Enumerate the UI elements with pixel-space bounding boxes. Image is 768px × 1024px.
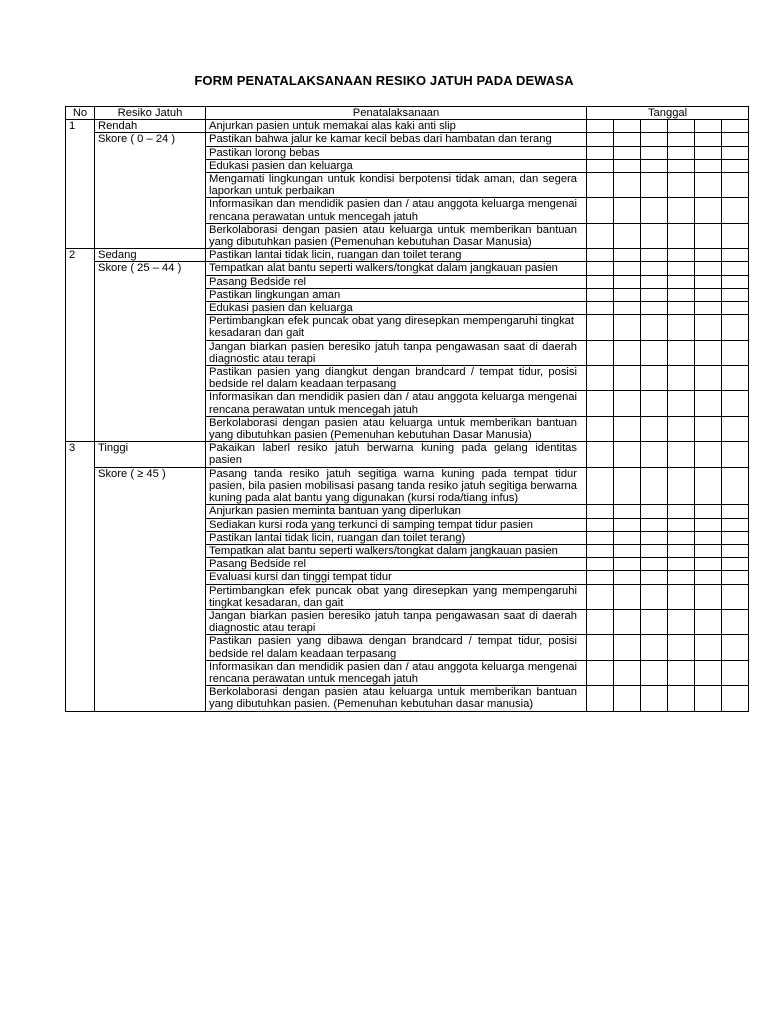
risk-level: Tinggi <box>95 442 206 467</box>
header-no: No <box>66 107 95 120</box>
date-checkbox-cell[interactable] <box>668 391 695 416</box>
row-number: 1 <box>66 120 95 249</box>
date-checkbox-cell[interactable] <box>722 558 749 571</box>
action-item <box>206 288 587 301</box>
date-checkbox-cell[interactable] <box>695 584 722 609</box>
date-checkbox-cell[interactable] <box>668 249 695 262</box>
date-checkbox-cell[interactable] <box>587 315 614 340</box>
action-text: Informasikan dan mendidik pasien dan / atau anggota keluarga mengenai rencana perawatan untuk mencegah jatuh <box>209 198 577 223</box>
action-text: Jangan biarkan pasien beresiko jatuh tanpa pengawasan saat di daerah diagnostic atau terapi <box>209 340 577 365</box>
page-title: FORM PENATALAKSANAAN RESIKO JATUH PADA DEWASA <box>194 73 574 88</box>
date-checkbox-cell[interactable] <box>722 223 749 248</box>
action-text: Pastikan pasien yang diangkut dengan brandcard / tempat tidur, posisi bedside rel dalam keadaan terpasang <box>209 366 577 391</box>
date-checkbox-cell[interactable] <box>641 146 668 159</box>
date-checkbox-cell[interactable] <box>641 159 668 172</box>
date-checkbox-cell[interactable] <box>722 249 749 262</box>
row-number: 3 <box>66 442 95 711</box>
header-date: Tanggal <box>587 107 749 120</box>
date-checkbox-cell[interactable] <box>695 366 722 391</box>
date-checkbox-cell[interactable] <box>614 467 641 505</box>
action-text: Pasang Bedside rel <box>209 275 307 288</box>
date-checkbox-cell[interactable] <box>641 173 668 198</box>
action-text: Pastikan pasien yang dibawa dengan brandcard / tempat tidur, posisi bedside rel dalam keadaan terpasang <box>209 635 577 660</box>
date-checkbox-cell[interactable] <box>641 340 668 365</box>
date-checkbox-cell[interactable] <box>587 416 614 441</box>
date-checkbox-cell[interactable] <box>614 660 641 685</box>
action-item <box>206 609 587 634</box>
action-item <box>206 198 587 223</box>
date-checkbox-cell[interactable] <box>722 467 749 505</box>
date-checkbox-cell[interactable] <box>614 571 641 584</box>
action-text: Pastikan lorong bebas <box>209 146 320 159</box>
action-item <box>206 467 587 505</box>
date-checkbox-cell[interactable] <box>587 340 614 365</box>
date-checkbox-cell[interactable] <box>641 442 668 467</box>
date-checkbox-cell[interactable] <box>614 391 641 416</box>
date-checkbox-cell[interactable] <box>722 120 749 133</box>
date-checkbox-cell[interactable] <box>722 391 749 416</box>
date-checkbox-cell[interactable] <box>668 505 695 518</box>
date-checkbox-cell[interactable] <box>668 366 695 391</box>
action-item <box>206 340 587 365</box>
date-checkbox-cell[interactable] <box>722 198 749 223</box>
action-text: Tempatkan alat bantu seperti walkers/tongkat dalam jangkauan pasien <box>209 544 558 557</box>
action-text: Pertimbangkan efek puncak obat yang diresepkan yang mempengaruhi tingkat kesadaran, dan gait <box>209 584 577 609</box>
date-checkbox-cell[interactable] <box>641 120 668 133</box>
date-checkbox-cell[interactable] <box>641 571 668 584</box>
date-checkbox-cell[interactable] <box>614 146 641 159</box>
date-checkbox-cell[interactable] <box>587 133 614 146</box>
action-item <box>206 391 587 416</box>
date-checkbox-cell[interactable] <box>722 442 749 467</box>
date-checkbox-cell[interactable] <box>641 223 668 248</box>
date-checkbox-cell[interactable] <box>668 288 695 301</box>
date-checkbox-cell[interactable] <box>614 302 641 315</box>
date-checkbox-cell[interactable] <box>587 146 614 159</box>
action-item <box>206 146 587 159</box>
action-text: Berkolaborasi dengan pasien atau keluarga untuk memberikan bantuan yang dibutuhkan pasien. (Pemenuhan kebutuhan dasar manusia) <box>209 686 577 711</box>
action-item <box>206 442 587 467</box>
date-checkbox-cell[interactable] <box>695 635 722 660</box>
date-checkbox-cell[interactable] <box>722 159 749 172</box>
risk-score: Skore ( ≥ 45 ) <box>95 467 206 711</box>
date-checkbox-cell[interactable] <box>668 315 695 340</box>
date-checkbox-cell[interactable] <box>587 571 614 584</box>
action-text: Informasikan dan mendidik pasien dan / atau anggota keluarga mengenai rencana perawatan untuk mencegah jatuh <box>209 660 577 685</box>
date-checkbox-cell[interactable] <box>587 173 614 198</box>
action-item <box>206 262 587 275</box>
action-item <box>206 173 587 198</box>
date-checkbox-cell[interactable] <box>641 660 668 685</box>
date-checkbox-cell[interactable] <box>641 609 668 634</box>
date-checkbox-cell[interactable] <box>668 635 695 660</box>
action-text: Pakaikan laberl resiko jatuh berwarna kuning pada gelang identitas pasien <box>209 442 577 467</box>
action-item <box>206 315 587 340</box>
date-checkbox-cell[interactable] <box>668 120 695 133</box>
action-item <box>206 544 587 557</box>
action-item <box>206 660 587 685</box>
date-checkbox-cell[interactable] <box>668 159 695 172</box>
date-checkbox-cell[interactable] <box>722 366 749 391</box>
action-item <box>206 518 587 531</box>
action-text: Pasang tanda resiko jatuh segitiga warna kuning pada tempat tidur pasien, bila pasien mobilisasi pasang tanda resiko jatuh segitiga berwarna kuning pada alat bantu yang digunakan (kursi roda/tiang infus) <box>209 467 577 505</box>
date-checkbox-cell[interactable] <box>641 366 668 391</box>
action-item <box>206 159 587 172</box>
action-text: Berkolaborasi dengan pasien atau keluarga untuk memberikan bantuan yang dibutuhkan pasien (Pemenuhan kebutuhan Dasar Manusia) <box>209 416 577 442</box>
action-item <box>206 120 587 133</box>
date-checkbox-cell[interactable] <box>722 660 749 685</box>
date-checkbox-cell[interactable] <box>668 198 695 223</box>
date-checkbox-cell[interactable] <box>668 686 695 711</box>
date-checkbox-cell[interactable] <box>695 571 722 584</box>
date-checkbox-cell[interactable] <box>668 609 695 634</box>
date-checkbox-cell[interactable] <box>668 146 695 159</box>
date-checkbox-cell[interactable] <box>614 275 641 288</box>
date-checkbox-cell[interactable] <box>614 635 641 660</box>
date-checkbox-cell[interactable] <box>614 609 641 634</box>
date-checkbox-cell[interactable] <box>722 584 749 609</box>
date-checkbox-cell[interactable] <box>695 198 722 223</box>
date-checkbox-cell[interactable] <box>722 609 749 634</box>
date-checkbox-cell[interactable] <box>587 366 614 391</box>
date-checkbox-cell[interactable] <box>722 518 749 531</box>
date-checkbox-cell[interactable] <box>587 302 614 315</box>
date-checkbox-cell[interactable] <box>614 133 641 146</box>
date-checkbox-cell[interactable] <box>695 133 722 146</box>
action-text: Evaluasi kursi dan tinggi tempat tidur <box>209 571 392 584</box>
date-checkbox-cell[interactable] <box>641 635 668 660</box>
date-checkbox-cell[interactable] <box>668 133 695 146</box>
date-checkbox-cell[interactable] <box>668 275 695 288</box>
date-checkbox-cell[interactable] <box>695 340 722 365</box>
date-checkbox-cell[interactable] <box>587 518 614 531</box>
date-checkbox-cell[interactable] <box>722 315 749 340</box>
action-item <box>206 635 587 660</box>
action-item <box>206 531 587 544</box>
header-row <box>66 107 749 120</box>
date-checkbox-cell[interactable] <box>641 275 668 288</box>
date-checkbox-cell[interactable] <box>722 173 749 198</box>
date-checkbox-cell[interactable] <box>668 518 695 531</box>
date-checkbox-cell[interactable] <box>695 544 722 557</box>
action-text: Pastikan lantai tidak licin, ruangan dan toilet terang) <box>209 531 466 544</box>
action-item <box>206 558 587 571</box>
date-checkbox-cell[interactable] <box>668 416 695 441</box>
date-checkbox-cell[interactable] <box>668 223 695 248</box>
fall-risk-table <box>65 106 749 712</box>
date-checkbox-cell[interactable] <box>641 262 668 275</box>
date-checkbox-cell[interactable] <box>641 544 668 557</box>
date-checkbox-cell[interactable] <box>641 288 668 301</box>
action-text: Pertimbangkan efek puncak obat yang diresepkan mempengaruhi tingkat kesadaran dan gait <box>209 315 574 340</box>
date-checkbox-cell[interactable] <box>668 173 695 198</box>
date-checkbox-cell[interactable] <box>668 302 695 315</box>
date-checkbox-cell[interactable] <box>614 198 641 223</box>
date-checkbox-cell[interactable] <box>695 249 722 262</box>
date-checkbox-cell[interactable] <box>614 173 641 198</box>
date-checkbox-cell[interactable] <box>695 275 722 288</box>
date-checkbox-cell[interactable] <box>614 544 641 557</box>
date-checkbox-cell[interactable] <box>641 315 668 340</box>
action-text: Sediakan kursi roda yang terkunci di samping tempat tidur pasien <box>209 518 533 531</box>
date-checkbox-cell[interactable] <box>614 249 641 262</box>
action-text: Tempatkan alat bantu seperti walkers/tongkat dalam jangkauan pasien <box>209 262 558 275</box>
date-checkbox-cell[interactable] <box>641 249 668 262</box>
action-text: Anjurkan pasien untuk memakai alas kaki anti slip <box>209 120 456 133</box>
table-row <box>66 262 749 275</box>
action-item <box>206 275 587 288</box>
date-checkbox-cell[interactable] <box>641 505 668 518</box>
date-checkbox-cell[interactable] <box>722 288 749 301</box>
date-checkbox-cell[interactable] <box>641 133 668 146</box>
date-checkbox-cell[interactable] <box>641 518 668 531</box>
date-checkbox-cell[interactable] <box>722 544 749 557</box>
date-checkbox-cell[interactable] <box>722 275 749 288</box>
date-checkbox-cell[interactable] <box>695 505 722 518</box>
date-checkbox-cell[interactable] <box>614 505 641 518</box>
date-checkbox-cell[interactable] <box>587 442 614 467</box>
date-checkbox-cell[interactable] <box>641 302 668 315</box>
date-checkbox-cell[interactable] <box>695 223 722 248</box>
date-checkbox-cell[interactable] <box>614 558 641 571</box>
action-text: Pastikan lantai tidak licin, ruangan dan toilet terang <box>209 249 462 262</box>
date-checkbox-cell[interactable] <box>587 686 614 711</box>
date-checkbox-cell[interactable] <box>695 159 722 172</box>
date-checkbox-cell[interactable] <box>587 584 614 609</box>
date-checkbox-cell[interactable] <box>614 340 641 365</box>
date-checkbox-cell[interactable] <box>641 584 668 609</box>
date-checkbox-cell[interactable] <box>587 660 614 685</box>
date-checkbox-cell[interactable] <box>587 198 614 223</box>
date-checkbox-cell[interactable] <box>614 442 641 467</box>
date-checkbox-cell[interactable] <box>695 391 722 416</box>
header-risk: Resiko Jatuh <box>95 107 206 120</box>
date-checkbox-cell[interactable] <box>614 531 641 544</box>
date-checkbox-cell[interactable] <box>722 686 749 711</box>
date-checkbox-cell[interactable] <box>614 262 641 275</box>
date-checkbox-cell[interactable] <box>668 467 695 505</box>
date-checkbox-cell[interactable] <box>722 133 749 146</box>
date-checkbox-cell[interactable] <box>722 146 749 159</box>
date-checkbox-cell[interactable] <box>695 467 722 505</box>
date-checkbox-cell[interactable] <box>695 173 722 198</box>
action-item <box>206 571 587 584</box>
action-item <box>206 584 587 609</box>
date-checkbox-cell[interactable] <box>587 262 614 275</box>
date-checkbox-cell[interactable] <box>668 442 695 467</box>
risk-score: Skore ( 25 – 44 ) <box>95 262 206 442</box>
action-text: Jangan biarkan pasien beresiko jatuh tanpa pengawasan saat di daerah diagnostic atau terapi <box>209 609 577 635</box>
date-checkbox-cell[interactable] <box>722 505 749 518</box>
action-text: Pasang Bedside rel <box>209 558 307 571</box>
action-item <box>206 686 587 711</box>
table-row <box>66 249 749 262</box>
date-checkbox-cell[interactable] <box>695 262 722 275</box>
date-checkbox-cell[interactable] <box>614 159 641 172</box>
date-checkbox-cell[interactable] <box>587 120 614 133</box>
date-checkbox-cell[interactable] <box>668 660 695 685</box>
action-item <box>206 133 587 146</box>
action-item <box>206 249 587 262</box>
date-checkbox-cell[interactable] <box>722 571 749 584</box>
date-checkbox-cell[interactable] <box>695 120 722 133</box>
risk-level: Sedang <box>95 249 206 262</box>
date-checkbox-cell[interactable] <box>614 686 641 711</box>
date-checkbox-cell[interactable] <box>614 223 641 248</box>
date-checkbox-cell[interactable] <box>587 275 614 288</box>
action-text: Pastikan bahwa jalur ke kamar kecil bebas dari hambatan dan terang <box>209 133 552 146</box>
date-checkbox-cell[interactable] <box>614 288 641 301</box>
date-checkbox-cell[interactable] <box>695 609 722 634</box>
date-checkbox-cell[interactable] <box>641 467 668 505</box>
date-checkbox-cell[interactable] <box>695 146 722 159</box>
date-checkbox-cell[interactable] <box>587 505 614 518</box>
date-checkbox-cell[interactable] <box>668 584 695 609</box>
date-checkbox-cell[interactable] <box>722 262 749 275</box>
date-checkbox-cell[interactable] <box>587 288 614 301</box>
date-checkbox-cell[interactable] <box>614 416 641 441</box>
date-checkbox-cell[interactable] <box>695 288 722 301</box>
action-text: Anjurkan pasien meminta bantuan yang diperlukan <box>209 505 461 518</box>
date-checkbox-cell[interactable] <box>695 686 722 711</box>
action-text: Pastikan lingkungan aman <box>209 288 341 301</box>
date-checkbox-cell[interactable] <box>668 262 695 275</box>
date-checkbox-cell[interactable] <box>614 315 641 340</box>
date-checkbox-cell[interactable] <box>668 531 695 544</box>
date-checkbox-cell[interactable] <box>722 635 749 660</box>
date-checkbox-cell[interactable] <box>641 686 668 711</box>
date-checkbox-cell[interactable] <box>722 416 749 441</box>
table-row <box>66 120 749 133</box>
date-checkbox-cell[interactable] <box>641 531 668 544</box>
action-item <box>206 302 587 315</box>
date-checkbox-cell[interactable] <box>668 544 695 557</box>
action-text: Edukasi pasien dan keluarga <box>209 159 353 172</box>
date-checkbox-cell[interactable] <box>641 198 668 223</box>
date-checkbox-cell[interactable] <box>722 302 749 315</box>
date-checkbox-cell[interactable] <box>587 223 614 248</box>
date-checkbox-cell[interactable] <box>587 609 614 634</box>
date-checkbox-cell[interactable] <box>722 340 749 365</box>
table-row <box>66 133 749 146</box>
date-checkbox-cell[interactable] <box>587 467 614 505</box>
date-checkbox-cell[interactable] <box>668 340 695 365</box>
date-checkbox-cell[interactable] <box>722 531 749 544</box>
date-checkbox-cell[interactable] <box>587 159 614 172</box>
action-item <box>206 416 587 441</box>
header-actions: Penatalaksanaan <box>206 107 587 120</box>
date-checkbox-cell[interactable] <box>614 584 641 609</box>
date-checkbox-cell[interactable] <box>587 391 614 416</box>
date-checkbox-cell[interactable] <box>587 558 614 571</box>
action-text: Informasikan dan mendidik pasien dan / atau anggota keluarga mengenai rencana perawatan untuk mencegah jatuh <box>209 391 577 416</box>
date-checkbox-cell[interactable] <box>614 120 641 133</box>
date-checkbox-cell[interactable] <box>695 518 722 531</box>
risk-level: Rendah <box>95 120 206 133</box>
action-text: Mengamati lingkungan untuk kondisi berpotensi tidak aman, dan segera laporkan untuk perbaikan <box>209 173 577 198</box>
date-checkbox-cell[interactable] <box>695 302 722 315</box>
date-checkbox-cell[interactable] <box>614 366 641 391</box>
date-checkbox-cell[interactable] <box>641 416 668 441</box>
table-row <box>66 467 749 505</box>
action-text: Berkolaborasi dengan pasien atau keluarga untuk memberikan bantuan yang dibutuhkan pasien (Pemenuhan kebutuhan Dasar Manusia) <box>209 223 577 249</box>
date-checkbox-cell[interactable] <box>695 558 722 571</box>
action-item <box>206 366 587 391</box>
row-number: 2 <box>66 249 95 442</box>
action-item <box>206 223 587 248</box>
date-checkbox-cell[interactable] <box>668 571 695 584</box>
date-checkbox-cell[interactable] <box>587 531 614 544</box>
date-checkbox-cell[interactable] <box>695 660 722 685</box>
date-checkbox-cell[interactable] <box>641 558 668 571</box>
date-checkbox-cell[interactable] <box>668 558 695 571</box>
action-item <box>206 505 587 518</box>
date-checkbox-cell[interactable] <box>695 416 722 441</box>
date-checkbox-cell[interactable] <box>614 518 641 531</box>
action-text: Edukasi pasien dan keluarga <box>209 302 353 315</box>
table-row <box>66 442 749 467</box>
date-checkbox-cell[interactable] <box>587 635 614 660</box>
date-checkbox-cell[interactable] <box>695 442 722 467</box>
date-checkbox-cell[interactable] <box>587 544 614 557</box>
risk-score: Skore ( 0 – 24 ) <box>95 133 206 249</box>
date-checkbox-cell[interactable] <box>695 315 722 340</box>
date-checkbox-cell[interactable] <box>641 391 668 416</box>
date-checkbox-cell[interactable] <box>587 249 614 262</box>
date-checkbox-cell[interactable] <box>695 531 722 544</box>
